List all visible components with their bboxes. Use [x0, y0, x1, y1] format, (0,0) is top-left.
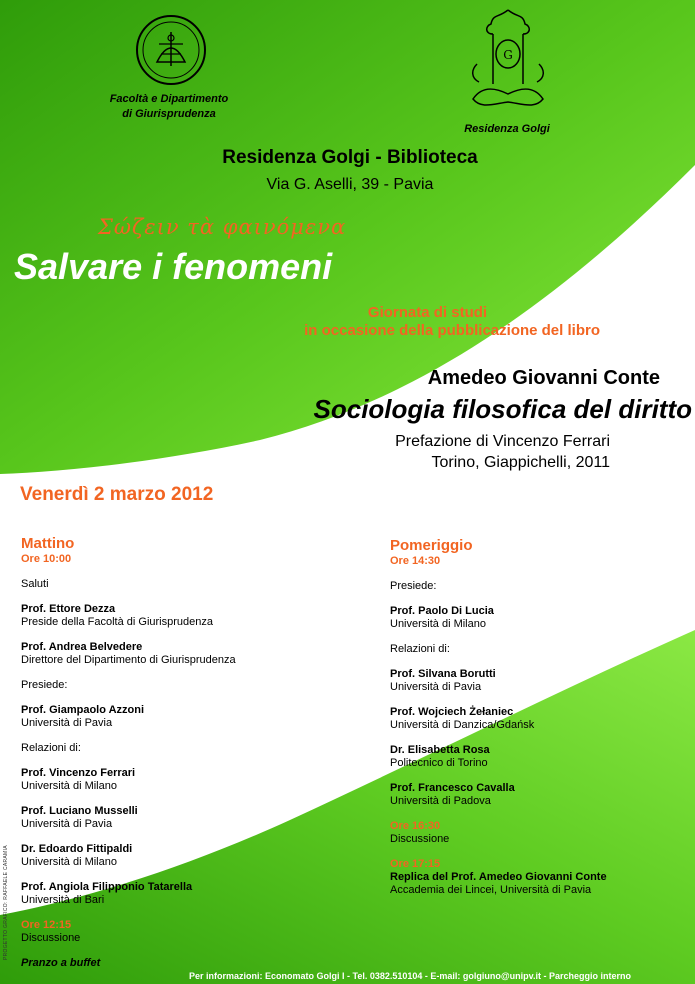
lunch-label: Pranzo a buffet: [21, 957, 101, 969]
speaker-affiliation: Direttore del Dipartimento di Giurisprudenza: [21, 654, 236, 666]
reply-label: Replica del Prof. Amedeo Giovanni Conte: [390, 871, 607, 883]
speaker-affiliation: Politecnico di Torino: [390, 757, 488, 769]
chair-entry: [21, 704, 321, 730]
discussion-label: Discussione: [21, 932, 81, 944]
speaker-entry: [21, 603, 321, 629]
speaker-name: Dr. Elisabetta Rosa: [390, 744, 490, 756]
afternoon-start-time: Ore 14:30: [390, 555, 441, 567]
discussion-time: Ore 16:30: [390, 820, 441, 832]
speaker-entry: [21, 641, 321, 667]
relazioni-label: Relazioni di:: [21, 742, 81, 754]
afternoon-program: [390, 537, 690, 897]
speaker-affiliation: Università di Bari: [21, 894, 105, 906]
morning-program: [21, 535, 321, 970]
speaker-affiliation: Università di Pavia: [21, 818, 113, 830]
speaker-name: Prof. Luciano Musselli: [21, 805, 138, 817]
venue-name: Residenza Golgi - Biblioteca: [222, 147, 478, 168]
greek-title: Σώζειν τὰ φαινόμενα: [98, 215, 347, 239]
speaker-entry: [21, 767, 321, 793]
speaker-entry: [21, 843, 321, 869]
speaker-entry: [390, 782, 690, 808]
svg-text:G: G: [503, 48, 513, 62]
speaker-entry: [390, 668, 690, 694]
speaker-name: Prof. Silvana Borutti: [390, 668, 496, 680]
chair-entry: [390, 605, 690, 631]
footer-text: Per informazioni: Economato Golgi I - Tel. 0382.510104 - E-mail: golgiuno@unipv.it - Parcheggio interno: [188, 971, 631, 981]
speaker-name: Prof. Wojciech Żełaniec: [390, 706, 514, 718]
speaker-name: Prof. Andrea Belvedere: [21, 641, 143, 653]
main-title: Salvare i fenomeni: [14, 246, 333, 287]
morning-start-time: Ore 10:00: [21, 553, 72, 565]
institution-line: di Giurisprudenza: [122, 108, 216, 120]
book-title: Sociologia filosofica del diritto: [313, 394, 692, 424]
speaker-name: Prof. Vincenzo Ferrari: [21, 767, 136, 779]
book-preface: Prefazione di Vincenzo Ferrari: [395, 433, 610, 450]
speaker-entry: [21, 805, 321, 831]
chair-name: Prof. Paolo Di Lucia: [390, 605, 494, 617]
presiede-label: Presiede:: [21, 679, 68, 691]
right-institution-name: Residenza Golgi: [464, 123, 550, 135]
book-author: Amedeo Giovanni Conte: [427, 367, 660, 389]
institution-line: Facoltà e Dipartimento: [109, 93, 229, 105]
speaker-entry: [21, 881, 321, 907]
morning-heading: Mattino: [21, 535, 75, 552]
speaker-affiliation: Università di Milano: [21, 780, 117, 792]
speaker-entry: [390, 706, 690, 732]
speaker-affiliation: Università di Padova: [390, 795, 491, 807]
chair-affiliation: Università di Pavia: [21, 717, 113, 729]
occasion-line-2: in occasione della pubblicazione del libro: [304, 322, 600, 339]
event-date: Venerdì 2 marzo 2012: [20, 484, 214, 505]
speaker-name: Prof. Angiola Filipponio Tatarella: [21, 881, 193, 893]
university-seal-logo: [135, 14, 207, 86]
speaker-affiliation: Università di Milano: [21, 856, 117, 868]
saluti-label: Saluti: [21, 578, 49, 590]
speaker-entry: [390, 744, 690, 770]
occasion-line-1: Giornata di studi: [367, 304, 488, 321]
reply-affiliation: Accademia dei Lincei, Università di Pavia: [390, 884, 592, 896]
footer-info: [0, 971, 695, 981]
presiede-label: Presiede:: [390, 580, 437, 592]
afternoon-heading: Pomeriggio: [390, 537, 473, 554]
design-credit: PROGETTO GRAFICO: RAFFAELE CARAMIA: [3, 845, 9, 960]
relazioni-label: Relazioni di:: [390, 643, 450, 655]
chair-affiliation: Università di Milano: [390, 618, 486, 630]
speaker-affiliation: Università di Danzica/Gdańsk: [390, 719, 535, 731]
chair-name: Prof. Giampaolo Azzoni: [21, 704, 145, 716]
speaker-name: Prof. Ettore Dezza: [21, 603, 116, 615]
speaker-affiliation: Università di Pavia: [390, 681, 482, 693]
speaker-name: Prof. Francesco Cavalla: [390, 782, 515, 794]
book-publisher: Torino, Giappichelli, 2011: [431, 454, 610, 471]
reply-time: Ore 17:15: [390, 858, 441, 870]
left-institution-name: [104, 92, 234, 122]
discussion-label: Discussione: [390, 833, 450, 845]
speaker-affiliation: Preside della Facoltà di Giurisprudenza: [21, 616, 213, 628]
venue-address: Via G. Aselli, 39 - Pavia: [266, 176, 434, 193]
speaker-name: Dr. Edoardo Fittipaldi: [21, 843, 133, 855]
residenza-golgi-logo: [463, 4, 553, 119]
discussion-time: Ore 12:15: [21, 919, 72, 931]
